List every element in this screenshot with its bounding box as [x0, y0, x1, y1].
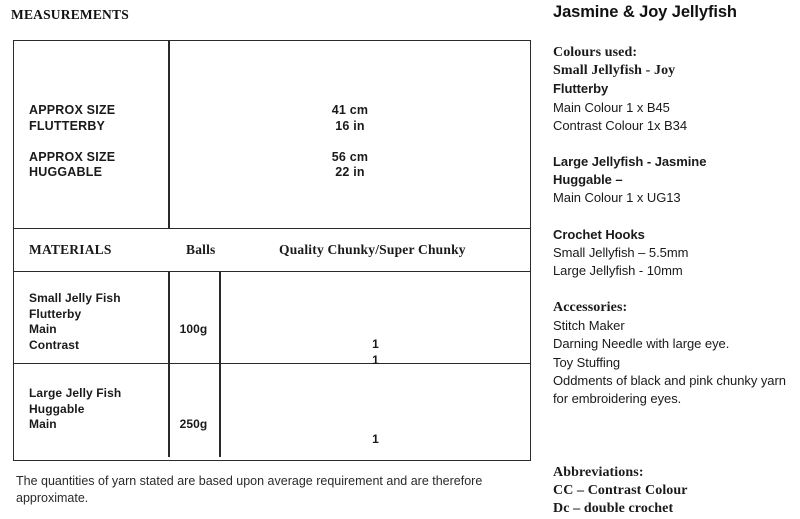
- column-header-quality: Quality Chunky/Super Chunky: [279, 242, 466, 257]
- abbreviations-section: [553, 464, 800, 519]
- accessory-item: Oddments of black and pink chunky yarn for embroidering eyes.: [553, 372, 786, 407]
- approx-size-values: [168, 103, 532, 181]
- material-name: [29, 291, 121, 353]
- small-jellyfish-title-line2: Flutterby: [553, 81, 609, 97]
- crochet-hooks-heading: Crochet Hooks: [553, 227, 645, 242]
- material-quantity-line: 1: [372, 432, 379, 446]
- material-quantity-line: 1: [372, 337, 379, 351]
- material-name-line: Small Jelly Fish: [29, 291, 121, 305]
- abbreviation-entry: CC – Contrast Colour: [553, 483, 688, 499]
- details-column: [540, 0, 800, 517]
- size-row-1-label-line2: FLUTTERBY: [29, 118, 106, 133]
- crochet-hook-small: Small Jellyfish – 5.5mm: [553, 245, 689, 261]
- material-name-line: Main: [29, 417, 57, 431]
- accessories-section: [553, 299, 800, 408]
- column-divider: [168, 364, 170, 457]
- accessory-item: Toy Stuffing: [553, 354, 621, 370]
- spacer: [168, 134, 532, 150]
- crochet-hook-large: Large Jellyfish - 10mm: [553, 263, 683, 279]
- size-row-2-value-cm: 56 cm: [331, 149, 369, 164]
- small-jellyfish-main-colour: Main Colour 1 x B45: [553, 99, 670, 115]
- material-name-line: Main: [29, 322, 57, 336]
- material-balls: 250g: [179, 417, 208, 431]
- size-row-1-value-in: 16 in: [335, 118, 365, 133]
- column-header-materials: MATERIALS: [29, 242, 112, 257]
- large-jellyfish-title-line1: Large Jellyfish - Jasmine: [553, 154, 707, 169]
- accessory-item: Darning Needle with large eye.: [553, 336, 730, 352]
- size-row-1-label-line1: APPROX SIZE: [29, 103, 116, 117]
- yarn-quantity-footnote: The quantities of yarn stated are based upon average requirement and are therefore approximate.: [16, 474, 483, 505]
- material-quantity: [219, 432, 532, 448]
- small-jellyfish-contrast-colour: Contrast Colour 1x B34: [553, 117, 688, 133]
- accessories-heading: Accessories:: [553, 300, 628, 315]
- measurements-heading: MEASUREMENTS: [11, 7, 129, 22]
- large-jellyfish-section: [553, 153, 800, 208]
- table-row: [14, 364, 530, 457]
- accessory-item: Stitch Maker: [553, 318, 625, 334]
- size-row-1-value-cm: 41 cm: [331, 103, 369, 117]
- column-divider: [168, 272, 170, 363]
- approx-size-labels: [29, 103, 115, 181]
- material-name-line: Large Jelly Fish: [29, 386, 122, 400]
- size-row-2-label-line1: APPROX SIZE: [29, 149, 116, 164]
- page-title: Jasmine & Joy Jellyfish: [553, 3, 737, 21]
- material-name-line: Huggable: [29, 401, 85, 416]
- crochet-hooks-section: [553, 226, 800, 281]
- large-jellyfish-main-colour: Main Colour 1 x UG13: [553, 190, 681, 206]
- abbreviation-entry: Dc – double crochet: [553, 501, 674, 517]
- material-quantity-line: 1: [372, 352, 379, 367]
- material-name-line: Contrast: [29, 337, 80, 352]
- approx-size-section: [14, 41, 530, 229]
- column-header-balls: Balls: [186, 242, 216, 257]
- size-row-2-label-line2: HUGGABLE: [29, 165, 103, 179]
- large-jellyfish-title-line2: Huggable –: [553, 172, 623, 188]
- colours-used-section: [553, 44, 800, 135]
- small-jellyfish-title-line1: Small Jellyfish - Joy: [553, 63, 676, 79]
- colours-used-heading: Colours used:: [553, 45, 638, 60]
- material-name-line: Flutterby: [29, 306, 82, 321]
- abbreviations-heading: Abbreviations:: [553, 465, 644, 480]
- material-balls: 100g: [179, 322, 208, 336]
- size-row-2-value-in: 22 in: [335, 165, 365, 179]
- measurements-table: [13, 40, 531, 461]
- materials-header-row: [14, 229, 530, 272]
- table-row: [14, 272, 530, 367]
- material-name: [29, 386, 121, 433]
- spacer: [29, 134, 115, 150]
